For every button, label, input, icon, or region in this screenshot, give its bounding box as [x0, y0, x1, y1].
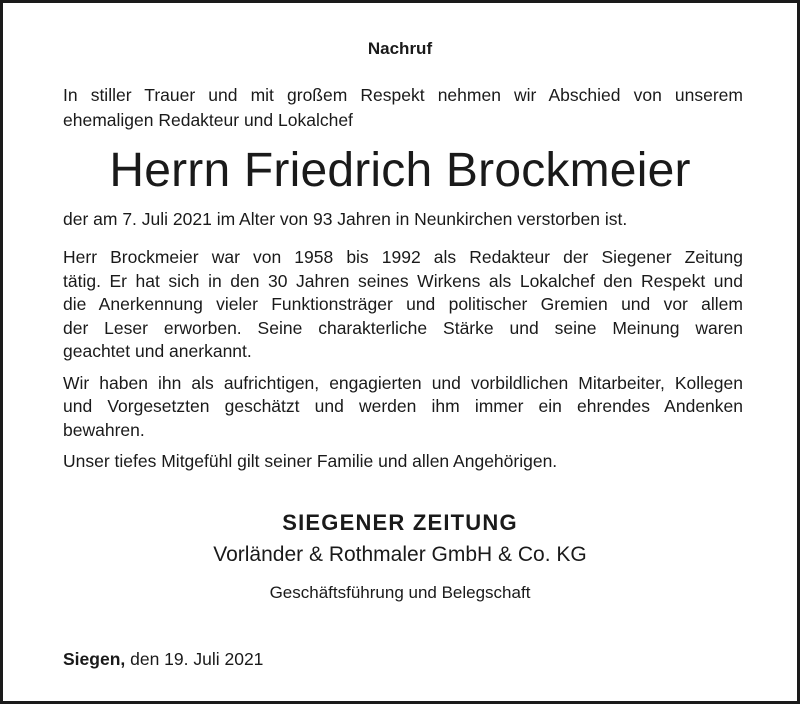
intro-text: [63, 83, 743, 133]
company-legal-name: Vorländer & Rothmaler GmbH & Co. KG: [213, 543, 587, 566]
paragraph-line: Wir haben ihn als aufrichtigen, engagierten und vorbildlichen Mitarbeiter, Kollegen: [63, 372, 743, 393]
paragraph-condolence: [63, 450, 743, 474]
management-line: Geschäftsführung und Belegschaft: [269, 583, 531, 602]
paragraph-line: und Vorgesetzten geschätzt und werden ihm immer ein ehrendes Andenken: [63, 396, 743, 416]
paragraph-line: tätig. Er hat sich in den 30 Jahren seines Wirkens als Lokalchef den Respekt und: [63, 270, 743, 291]
notice-body: [63, 246, 743, 482]
paragraph-career: [63, 246, 743, 364]
deceased-name: Herrn Friedrich Brockmeier: [109, 144, 691, 197]
intro-line: In stiller Trauer und mit großem Respekt nehmen wir Abschied von unserem: [63, 85, 743, 105]
intro-line: ehemaligen Redakteur und Lokalchef: [63, 110, 353, 130]
notice-date: den 19. Juli 2021: [125, 649, 264, 669]
paragraph-line: Unser tiefes Mitgefühl gilt seiner Familie und allen Angehörigen.: [63, 451, 558, 471]
paragraph-tribute: [63, 372, 743, 443]
paragraph-line: bewahren.: [63, 419, 145, 440]
paragraph-line: der Leser erworben. Seine charakterliche Stärke und seine Meinung waren: [63, 317, 743, 338]
paragraph-line: Herr Brockmeier war von 1958 bis 1992 als Redakteur der Siegener Zeitung: [63, 247, 743, 267]
paragraph-line: die Anerkennung vieler Funktionsträger und politischer Gremien und vor allem: [63, 294, 743, 314]
place-date: [63, 649, 263, 670]
company-name: SIEGENER ZEITUNG: [282, 510, 518, 535]
death-line: der am 7. Juli 2021 im Alter von 93 Jahren in Neunkirchen verstorben ist.: [63, 209, 628, 229]
paragraph-line: geachtet und anerkannt.: [63, 341, 252, 361]
notice-heading: Nachruf: [367, 39, 433, 58]
place-name: Siegen,: [63, 649, 126, 669]
